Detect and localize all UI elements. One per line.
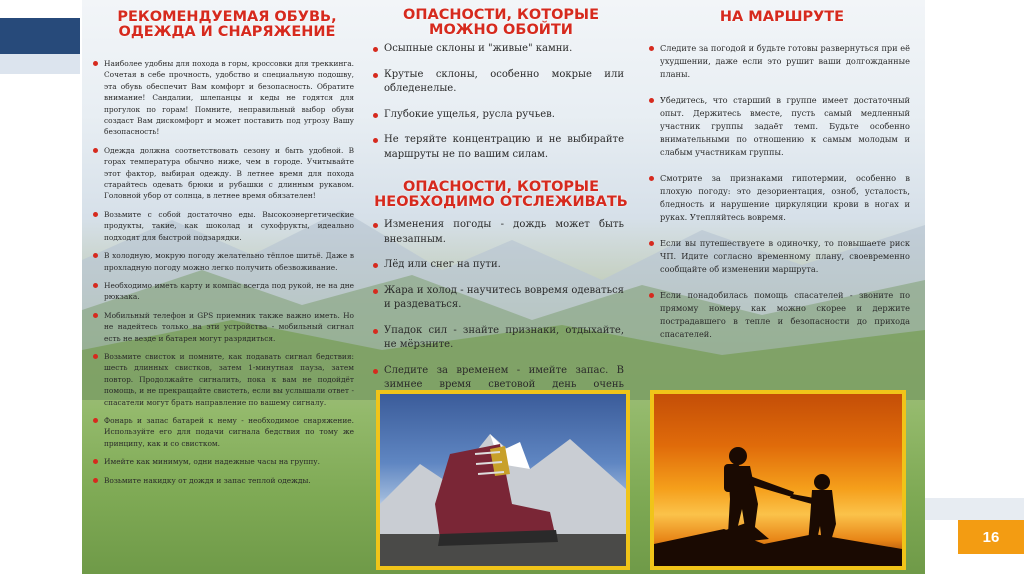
- list-item: Не теряйте концентрацию и не выбирайте маршруты не по вашим силам.: [372, 133, 624, 162]
- list-item: Фонарь и запас батарей к нему - необходимое снаряжение. Используйте его для подачи сигнала бедствия по тому же принципу, как и со свистком.: [92, 415, 354, 449]
- watch-dangers-list: [372, 218, 624, 418]
- list-item: Возьмите накидку от дождя и запас теплой одежды.: [92, 475, 354, 486]
- on-route-list: [648, 42, 910, 354]
- list-item: Глубокие ущелья, русла ручьев.: [372, 108, 624, 123]
- list-item: Необходимо иметь карту и компас всегда под рукой, не на дне рюкзака.: [92, 280, 354, 303]
- list-item: Смотрите за признаками гипотермии, особенно в плохую погоду: это дезориентация, озноб, усталость, бледность и нарушение циркуляции крови в ногах и руках. Утепляйтесь вовремя.: [648, 172, 910, 224]
- list-item: Мобильный телефон и GPS приемник также важно иметь. Но не надейтесь только на эти устройства - мобильный сигнал есть не везде и батарея могут разрядиться.: [92, 310, 354, 344]
- list-item: Возьмите свисток и помните, как подавать сигнал бедствия: шесть длинных свистков, затем 1-минутная пауза, затем повтор. Продолжайте сигналить, пока к вам не подойдёт помощь, и не прекращайте свистеть, если вы услышали ответ - спасатели могут брать направление по вашему сигналу.: [92, 351, 354, 408]
- list-item: Убедитесь, что старший в группе имеет достаточный опыт. Держитесь вместе, пусть самый медленный участник группы задаёт темп. Будьте особенно внимательными по отношению к самым молодым и слабым участникам группы.: [648, 94, 910, 159]
- watch-dangers-title: ОПАСНОСТИ, КОТОРЫЕ НЕОБХОДИМО ОТСЛЕЖИВАТЬ: [374, 179, 628, 211]
- on-route-title: НА МАРШРУТЕ: [719, 9, 845, 25]
- list-item: Осыпные склоны и "живые" камни.: [372, 42, 624, 57]
- decor-navy-bar: [0, 18, 80, 54]
- list-item: Следите за временем - имейте запас. В зимнее время световой день очень: [372, 364, 624, 408]
- list-item: Жара и холод - научитесь вовремя одеваться и раздеваться.: [372, 284, 624, 313]
- list-item: Если вы путешествуете в одиночку, то повышаете риск ЧП. Идите согласно временному плану, своевременно сообщайте об изменении маршрута.: [648, 237, 910, 276]
- equipment-title: РЕКОМЕНДУЕМАЯ ОБУВЬ, ОДЕЖДА И СНАРЯЖЕНИЕ: [117, 9, 337, 41]
- equipment-list: [92, 58, 354, 493]
- climbers-illustration: [654, 394, 902, 566]
- list-item: Изменения погоды - дождь может быть внезапным.: [372, 218, 624, 247]
- list-item: В холодную, мокрую погоду желательно тёплое шитьё. Даже в прохладную погоду можно легко получить обезвоживание.: [92, 250, 354, 273]
- avoidable-dangers-title: ОПАСНОСТИ, КОТОРЫЕ МОЖНО ОБОЙТИ: [403, 7, 599, 39]
- list-item: Если понадобилась помощь спасателей - звоните по прямому номеру как можно скорее и держите пострадавшего в тепле и безопасности до прихода спасателей.: [648, 289, 910, 341]
- list-item: Лёд или снег на пути.: [372, 258, 624, 273]
- list-item: Возьмите с собой достаточно еды. Высокоэнергетические продукты, такие, как шоколад и сухофрукты, идеально подходят для быстрой подзарядки.: [92, 209, 354, 243]
- avoidable-dangers-list: [372, 42, 624, 173]
- list-item: Крутые склоны, особенно мокрые или обледенелые.: [372, 68, 624, 97]
- brochure-image: [82, 0, 925, 574]
- list-item: Имейте как минимум, одни надежные часы на группу.: [92, 456, 354, 467]
- hiking-boot-photo: [376, 390, 630, 570]
- list-item: Следите за погодой и будьте готовы развернуться при её ухудшении, даже если это рушит ваши долгожданные планы.: [648, 42, 910, 81]
- list-item: Упадок сил - знайте признаки, отдыхайте, не мёрзните.: [372, 324, 624, 353]
- decor-right-bar: [925, 498, 1024, 520]
- climbers-sunset-photo: [650, 390, 906, 570]
- list-item: Одежда должна соответствовать сезону и быть удобной. В горах температура обычно ниже, чем в городе. Учитывайте этот фактор, выбирая одежду. В летнее время для похода старайтесь одевать брюки и рубашки с длинным рукавом. Головной убор от солнца, в летнее время обязателен!: [92, 145, 354, 202]
- decor-light-bar: [0, 54, 80, 74]
- slide-number-badge: 16: [958, 520, 1024, 554]
- boot-illustration: [380, 394, 626, 566]
- list-item: Наиболее удобны для похода в горы, кроссовки для треккинга. Сочетая в себе прочность, удобство и специальную подошву, эта обувь обеспечит Вам комфорт и безопасность. Обратите внимание! Сандалии, шлепанцы и кеды не годятся для прогулок по горам! Помните, неправильный выбор обуви создаст Вам дискомфорт и может поставить под угрозу Вашу безопасность!: [92, 58, 354, 138]
